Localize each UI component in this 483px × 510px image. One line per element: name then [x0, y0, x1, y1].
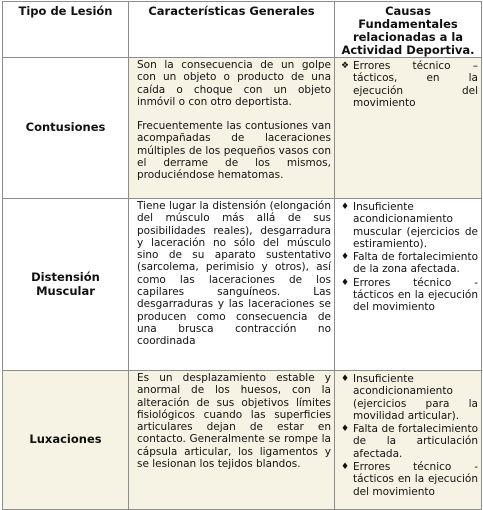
cause-item — [337, 251, 478, 276]
header-cell-causes — [335, 2, 482, 58]
header-cell-type — [3, 2, 129, 58]
diamond-icon: ♦ — [340, 252, 350, 263]
injury-type: Distensión Muscular — [31, 269, 100, 298]
cause-item — [337, 60, 478, 109]
injury-type: Luxaciones — [29, 432, 102, 446]
diamond-icon: ♦ — [340, 424, 350, 435]
diamond-icon: ♦ — [340, 202, 350, 212]
header-type: Tipo de Lesión — [18, 4, 113, 18]
cause-text: Errores técnico - tácticos en la ejecución del movimiento — [353, 276, 478, 314]
diamond-icon: ♦ — [340, 374, 350, 384]
cause-item — [337, 201, 478, 250]
description-cell — [129, 371, 335, 510]
header-causes: Causas Fundamentales relacionadas a la Actividad Deportiva. — [341, 4, 475, 57]
four-petal-icon: ❖ — [340, 61, 350, 71]
description-paragraph: Es un desplazamiento estable y anormal de los huesos, con la alteración de sus objetivos límites fisiológicos cuando las superficies articulares dejan de estar en contacto. Generalmente se rompe la cápsula articular, los ligamentos y se lesionan los tejidos blandos. — [137, 372, 331, 471]
table-row-contusiones — [3, 58, 482, 199]
table-row-luxaciones — [3, 371, 482, 510]
diamond-icon: ♦ — [340, 277, 350, 288]
injury-type-cell — [3, 371, 129, 510]
table-row-distension — [3, 199, 482, 371]
description-cell — [129, 58, 335, 199]
cause-text: Insuficiente acondicionamiento muscular (ejercicios de estiramiento). — [353, 201, 478, 250]
description-paragraph: Frecuentemente las contusiones van acompañadas de laceraciones múltiples de los pequeños vasos con el derrame de los mismos, produciéndose hematomas. — [137, 120, 331, 182]
cause-text: Insuficiente acondicionamiento (ejercicios para la movilidad articular). — [353, 373, 478, 422]
description-cell — [129, 199, 335, 371]
header-cell-characteristics — [129, 2, 335, 58]
diamond-icon: ♦ — [340, 462, 350, 473]
cause-text: Falta de fortalecimiento de la zona afectada. — [353, 251, 478, 276]
causes-cell — [335, 199, 482, 371]
table-header-row — [3, 2, 482, 58]
cause-item — [337, 461, 478, 498]
causes-cell — [335, 58, 482, 199]
cause-text: Errores técnico - tácticos en la ejecución del movimiento — [353, 461, 478, 498]
cause-item — [337, 373, 478, 422]
description-paragraph: Tiene lugar la distensión (elongación del músculo más allá de sus posibilidades reales), desgarradura y laceración no sólo del músculo sino de su aparato sustentativo (sarcolema, perimisio y otros), así como las laceraciones de los capilares sanguíneos. Las desgarraduras y las laceraciones se producen como consecuencia de una brusca contracción no coordinada — [137, 200, 331, 348]
description-paragraph: Son la consecuencia de un golpe con un objeto o producto de una caída o choque con un objeto inmóvil o con otro deportista. — [137, 59, 331, 108]
injury-type-cell — [3, 58, 129, 199]
cause-text: Errores técnico – tácticos, en la ejecución del movimiento — [353, 60, 478, 109]
cause-item — [337, 277, 478, 314]
cause-text: Falta de fortalecimiento de la articulación afectada. — [353, 423, 478, 460]
causes-cell — [335, 371, 482, 510]
injury-type-cell — [3, 199, 129, 371]
header-characteristics: Características Generales — [148, 4, 315, 18]
injury-table — [2, 1, 482, 510]
cause-item — [337, 423, 478, 460]
injury-type: Contusiones — [25, 120, 106, 134]
